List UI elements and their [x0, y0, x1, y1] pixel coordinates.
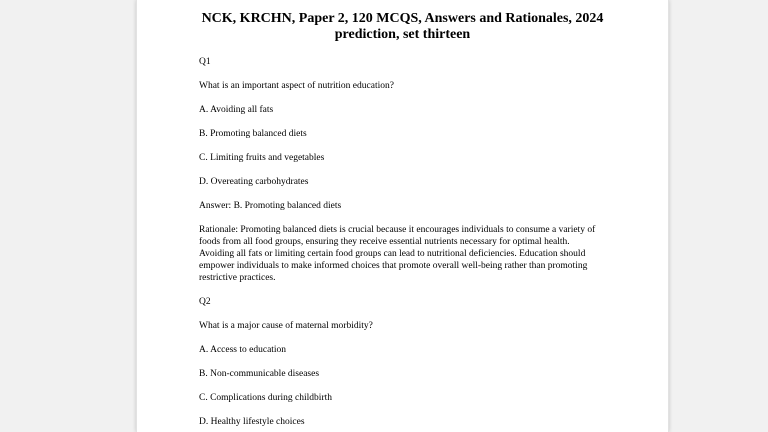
option-d: D. Overeating carbohydrates — [199, 177, 309, 187]
answer-text: Answer: B. Promoting balanced diets — [199, 201, 342, 211]
rationale-text: Rationale: Promoting balanced diets is crucial because it encourages individuals to consume a variety of foods from all food groups, ensuring they receive essential nutrients necessary for optimal health. Avoiding all fats or limiting certain food groups can lead to nutritional deficiencies. Education should empower individuals to make informed choices that promote overall well-being rather than promoting restrictive practices. — [199, 225, 596, 283]
question-label: Q2 — [199, 297, 211, 307]
question-label: Q1 — [199, 57, 211, 67]
document-page — [136, 0, 669, 432]
question-text: What is an important aspect of nutrition education? — [199, 81, 394, 91]
option-d: D. Healthy lifestyle choices — [199, 417, 305, 427]
option-c: C. Complications during childbirth — [199, 393, 332, 403]
document-title: NCK, KRCHN, Paper 2, 120 MCQS, Answers and Rationales, 2024 prediction, set thirteen — [201, 11, 604, 42]
option-b: B. Promoting balanced diets — [199, 129, 307, 139]
option-c: C. Limiting fruits and vegetables — [199, 153, 325, 163]
option-a: A. Access to education — [199, 345, 287, 355]
document-body — [199, 56, 599, 432]
question-text: What is a major cause of maternal morbidity? — [199, 321, 373, 331]
option-a: A. Avoiding all fats — [199, 105, 274, 115]
option-b: B. Non-communicable diseases — [199, 369, 320, 379]
